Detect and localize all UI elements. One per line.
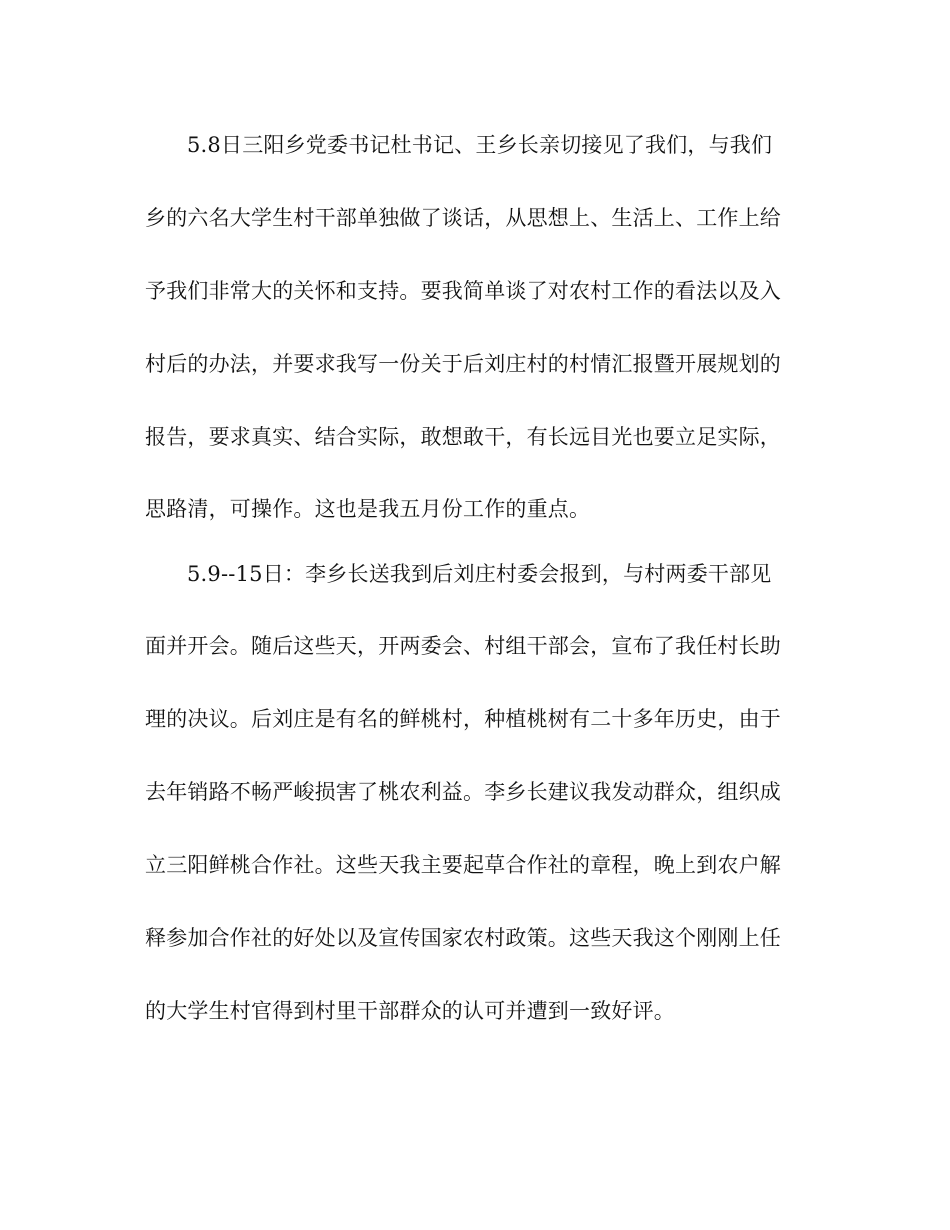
paragraph-1-line-5: 报告，要求真实、结合实际，敢想敢干，有长远目光也要立足实际， <box>145 425 781 449</box>
paragraph-2-line-5: 立三阳鲜桃合作社。这些天我主要起草合作社的章程，晚上到农户解 <box>145 853 781 877</box>
paragraph-2-line-4: 去年销路不畅严峻损害了桃农利益。李乡长建议我发动群众，组织成 <box>145 780 781 804</box>
paragraph-2-line-2: 面并开会。随后这些天，开两委会、村组干部会，宣布了我任村长助 <box>145 634 781 658</box>
paragraph-2-line-3: 理的决议。后刘庄是有名的鲜桃村，种植桃树有二十多年历史，由于 <box>145 707 781 731</box>
paragraph-1-line-4: 村后的办法，并要求我写一份关于后刘庄村的村情汇报暨开展规划的 <box>145 352 781 376</box>
paragraph-2-line-7: 的大学生村官得到村里干部群众的认可并遭到一致好评。 <box>145 999 675 1023</box>
paragraph-1-line-1: 5.8日三阳乡党委书记杜书记、王乡长亲切接见了我们，与我们 <box>187 133 773 157</box>
paragraph-1-line-3: 予我们非常大的关怀和支持。要我简单谈了对农村工作的看法以及入 <box>145 279 781 303</box>
paragraph-2-line-1: 5.9--15日：李乡长送我到后刘庄村委会报到，与村两委干部见 <box>187 562 772 586</box>
paragraph-1-line-6: 思路清，可操作。这也是我五月份工作的重点。 <box>145 497 591 521</box>
paragraph-2-line-6: 释参加合作社的好处以及宣传国家农村政策。这些天我这个刚刚上任 <box>145 926 781 950</box>
paragraph-1-line-2: 乡的六名大学生村干部单独做了谈话，从思想上、生活上、工作上给 <box>145 206 781 230</box>
